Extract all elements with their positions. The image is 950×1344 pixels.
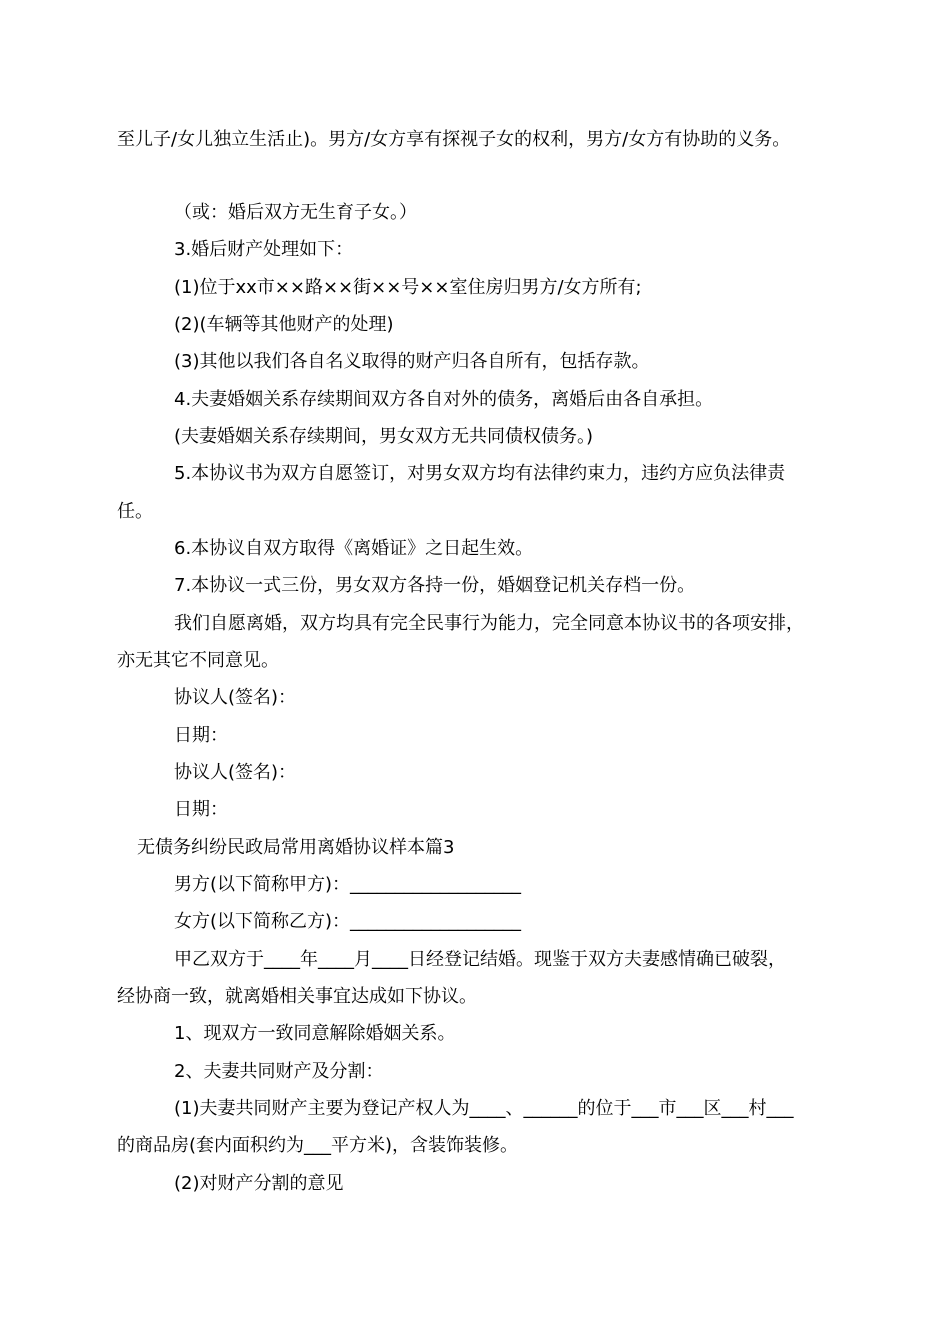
clause-item: 1、现双方一致同意解除婚姻关系。 (174, 1023, 456, 1044)
paragraph-line: (夫妻婚姻关系存续期间，男女双方无共同债权债务。) (174, 426, 594, 447)
list-item: (2)对财产分割的意见 (174, 1173, 344, 1194)
section-title: 无债务纠纷民政局常用离婚协议样本篇3 (137, 837, 455, 858)
list-item: (1)夫妻共同财产主要为登记产权人为____、______的位于___市___区___村___ (174, 1098, 794, 1119)
section-heading: 3.婚后财产处理如下： (174, 239, 354, 260)
clause-item: 6.本协议自双方取得《离婚证》之日起生效。 (174, 538, 534, 559)
clause-item: 2、夫妻共同财产及分割： (174, 1061, 384, 1082)
signature-label: 协议人(签名)： (174, 762, 297, 783)
list-item: (2)(车辆等其他财产的处理) (174, 314, 394, 335)
signature-label: 协议人(签名)： (174, 687, 297, 708)
paragraph-line: 我们自愿离婚，双方均具有完全民事行为能力，完全同意本协议书的各项安排， (174, 613, 804, 634)
date-label: 日期： (174, 799, 228, 820)
party-field: 男方(以下简称甲方)：___________________ (174, 874, 522, 895)
paragraph-line: 亦无其它不同意见。 (117, 650, 279, 671)
party-field: 女方(以下简称乙方)：___________________ (174, 911, 522, 932)
paragraph-line: 甲乙双方于____年____月____日经登记结婚。现鉴于双方夫妻感情确已破裂， (174, 949, 786, 970)
clause-item: 7.本协议一式三份，男女双方各持一份，婚姻登记机关存档一份。 (174, 575, 696, 596)
date-label: 日期： (174, 725, 228, 746)
paragraph-line: 经协商一致，就离婚相关事宜达成如下协议。 (117, 986, 477, 1007)
paragraph-line: （或：婚后双方无生育子女。） (174, 202, 417, 223)
clause-item: 5.本协议书为双方自愿签订，对男女双方均有法律约束力，违约方应负法律责 (174, 463, 786, 484)
list-item: (3)其他以我们各自名义取得的财产归各自所有，包括存款。 (174, 351, 650, 372)
paragraph-line: 的商品房(套内面积约为___平方米)，含装饰装修。 (117, 1135, 519, 1156)
paragraph-line: 任。 (117, 501, 153, 522)
paragraph-line: 至儿子/女儿独立生活止)。男方/女方享有探视子女的权利，男方/女方有协助的义务。 (117, 129, 791, 150)
clause-item: 4.夫妻婚姻关系存续期间双方各自对外的债务，离婚后由各自承担。 (174, 389, 714, 410)
list-item: (1)位于xx市××路××街××号××室住房归男方/女方所有; (174, 277, 642, 298)
